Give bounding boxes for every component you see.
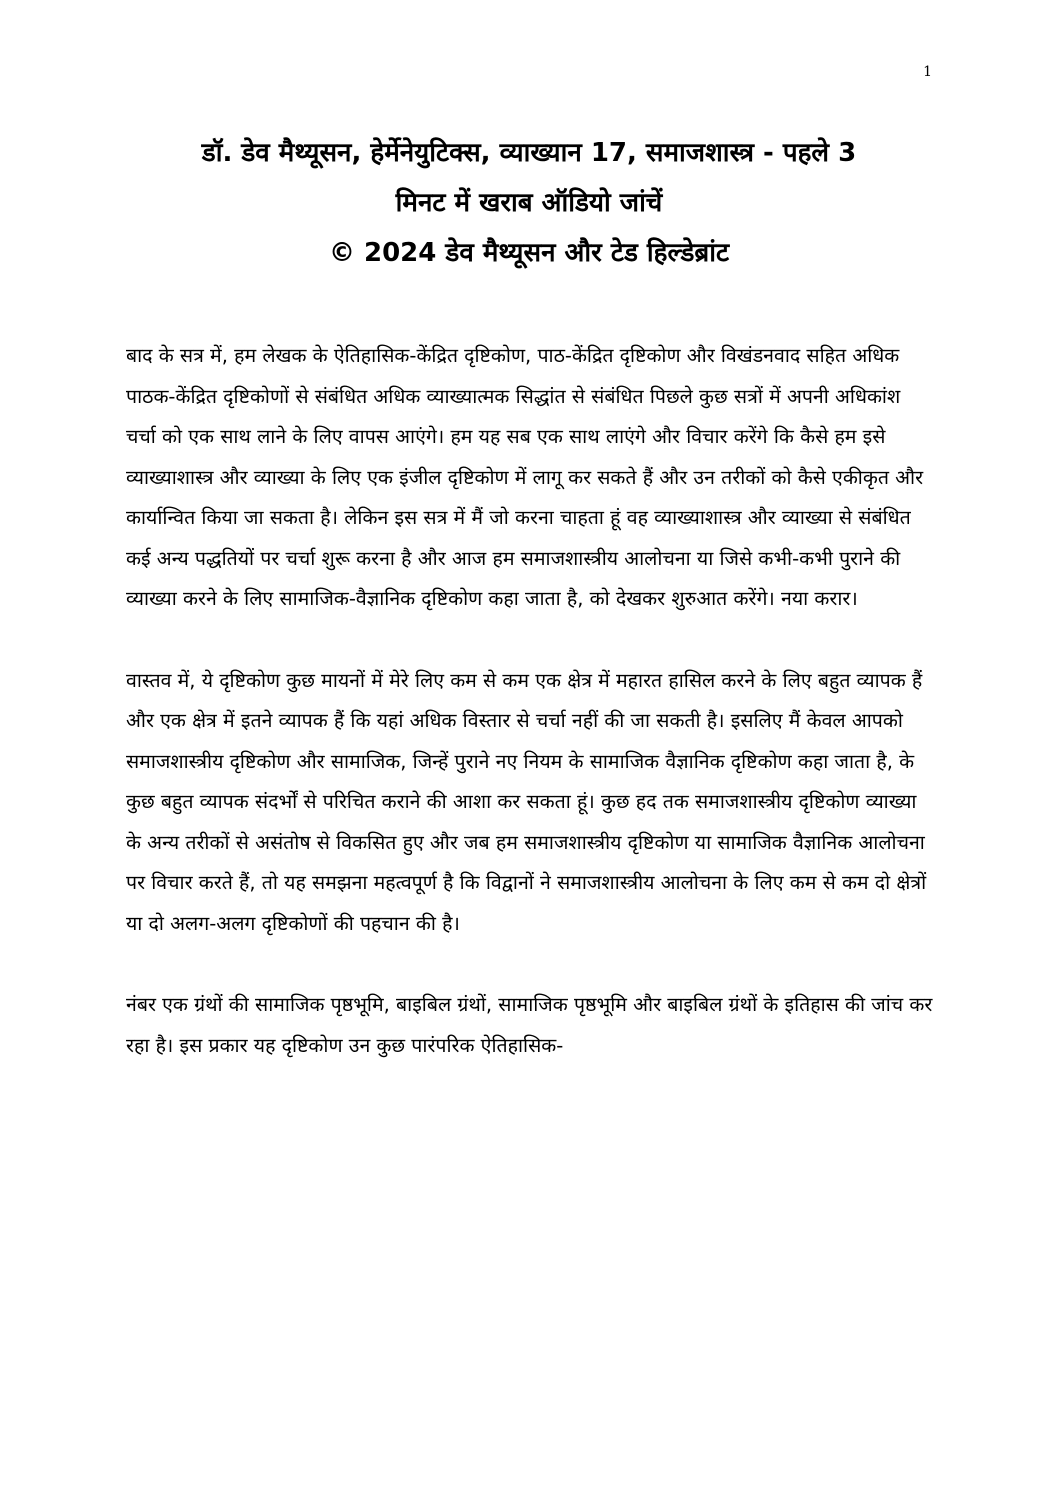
paragraph-2: वास्तव में, ये दृष्टिकोण कुछ मायनों में मेरे लिए कम से कम एक क्षेत्र में महारत हासिल करने के लिए बहुत व्यापक हैं और एक क्षेत्र में इतने व्यापक हैं कि यहां अधिक विस्तार से चर्चा नहीं की जा सकती है। इसलिए मैं केवल आपको समाजशास्त्रीय दृष्टिकोण और सामाजिक, जिन्हें पुराने नए नियम के सामाजिक वैज्ञानिक दृष्टिकोण कहा जाता है, के कुछ बहुत व्यापक संदर्भों से परिचित कराने की आशा कर सकता हूं। कुछ हद तक समाजशास्त्रीय दृष्टिकोण व्याख्या के अन्य तरीकों से असंतोष से विकसित हुए और जब हम समाजशास्त्रीय दृष्टिकोण या सामाजिक वैज्ञानिक आलोचना पर विचार करते हैं, तो यह समझना महत्वपूर्ण है कि विद्वानों ने समाजशास्त्रीय आलोचना के लिए कम से कम दो क्षेत्रों या दो अलग-अलग दृष्टिकोणों की पहचान की है।	[126, 668, 927, 935]
title-line-2: मिनट में खराब ऑडियो जांचें	[395, 188, 663, 218]
paragraph-1: बाद के सत्र में, हम लेखक के ऐतिहासिक-केंद्रित दृष्टिकोण, पाठ-केंद्रित दृष्टिकोण और विखंडनवाद सहित अधिक पाठक-केंद्रित दृष्टिकोणों से संबंधित अधिक व्याख्यात्मक सिद्धांत से संबंधित पिछले कुछ सत्रों में अपनी अधिकांश चर्चा को एक साथ लाने के लिए वापस आएंगे। हम यह सब एक साथ लाएंगे और विचार करेंगे कि कैसे हम इसे व्याख्याशास्त्र और व्याख्या के लिए एक इंजील दृष्टिकोण में लागू कर सकते हैं और उन तरीकों को कैसे एकीकृत और कार्यान्वित किया जा सकता है। लेकिन इस सत्र में मैं जो करना चाहता हूं वह व्याख्याशास्त्र और व्याख्या से संबंधित कई अन्य पद्धतियों पर चर्चा शुरू करना है और आज हम समाजशास्त्रीय आलोचना या जिसे कभी-कभी पुराने की व्याख्या करने के लिए सामाजिक-वैज्ञानिक दृष्टिकोण कहा जाता है, को देखकर शुरुआत करेंगे। नया करार।	[126, 344, 924, 610]
title-line-1: डॉ. डेव मैथ्यूसन, हेर्मेनेयुटिक्स, व्याख्यान 17, समाजशास्त्र - पहले 3	[201, 138, 857, 168]
title-line-3: © 2024 डेव मैथ्यूसन और टेड हिल्डेब्रांट	[328, 238, 730, 268]
paragraph-3: नंबर एक ग्रंथों की सामाजिक पृष्ठभूमि, बाइबिल ग्रंथों, सामाजिक पृष्ठभूमि और बाइबिल ग्रंथों के इतिहास की जांच कर रहा है। इस प्रकार यह दृष्टिकोण उन कुछ पारंपरिक ऐतिहासिक-	[126, 993, 933, 1057]
body-text	[126, 336, 936, 1107]
page-number: 1	[923, 64, 932, 80]
document-title	[100, 128, 958, 278]
